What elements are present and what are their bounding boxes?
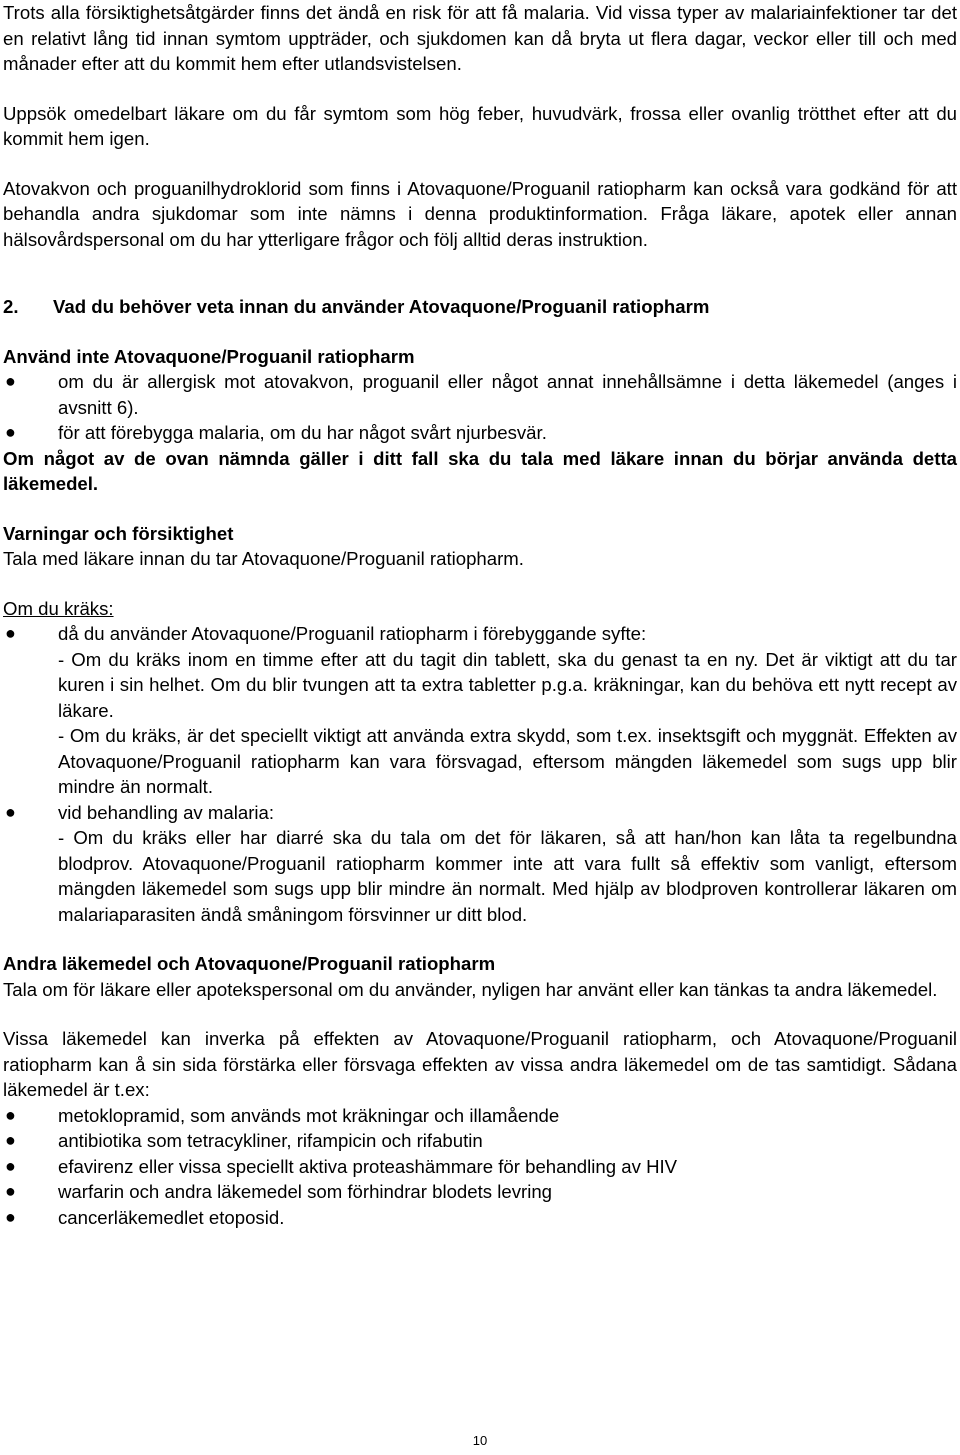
- document-page: [3, 0, 957, 1230]
- list-item: ● för att förebygga malaria, om du har något svårt njurbesvär.: [3, 420, 957, 446]
- list-item: ● vid behandling av malaria:: [3, 800, 957, 826]
- list-item: ● warfarin och andra läkemedel som förhindrar blodets levring: [3, 1179, 957, 1205]
- vomiting-detail: - Om du kräks inom en timme efter att du tagit din tablett, ska du genast ta en ny. Det är viktigt att du tar kuren i sin helhet. Om du blir tvungen att ta extra tabletter p.g.a. kräkningar, kan du behöva ett nytt recept av läkare.: [58, 648, 957, 721]
- bullet-icon: ●: [5, 371, 16, 391]
- do-not-use-warning: Om något av de ovan nämnda gäller i ditt fall ska du tala med läkare innan du börjar använda detta läkemedel.: [3, 447, 957, 494]
- section-title: Vad du behöver veta innan du använder Atovaquone/Proguanil ratiopharm: [53, 296, 710, 317]
- list-item: ● metoklopramid, som används mot kräkningar och illamående: [3, 1103, 957, 1129]
- list-item: ● antibiotika som tetracykliner, rifampicin och rifabutin: [3, 1128, 957, 1154]
- list-item: ● då du använder Atovaquone/Proguanil ratiopharm i förebyggande syfte:: [3, 621, 957, 647]
- bullet-icon: ●: [5, 801, 16, 822]
- bullet-icon: ●: [5, 1155, 16, 1176]
- section-heading: [3, 294, 957, 320]
- other-meds-paragraph-1: Tala om för läkare eller apotekspersonal om du använder, nyligen har använt eller kan tänkas ta andra läkemedel.: [3, 978, 938, 1000]
- bullet-icon: ●: [5, 422, 16, 442]
- list-item: ● cancerläkemedlet etoposid.: [3, 1205, 957, 1231]
- other-meds-list: [3, 1103, 957, 1231]
- do-not-use-list: [3, 369, 957, 446]
- warnings-text: Tala med läkare innan du tar Atovaquone/Proguanil ratiopharm.: [3, 548, 524, 569]
- intro-paragraph-2: Uppsök omedelbart läkare om du får symtom som hög feber, huvudvärk, frossa eller ovanlig trötthet efter att du kommit hem igen.: [3, 102, 957, 149]
- intro-paragraph-3: Atovakvon och proguanilhydroklorid som finns i Atovaquone/Proguanil ratiopharm kan också vara godkänd för att behandla andra sjukdomar som inte nämns i denna produktinformation. Fråga läkare, apotek eller annan hälsovårdspersonal om du har ytterligare frågor och följ alltid deras instruktion.: [3, 177, 957, 250]
- section-number: 2.: [3, 296, 19, 317]
- warnings-heading: Varningar och försiktighet: [3, 522, 234, 544]
- other-meds-paragraph-2: Vissa läkemedel kan inverka på effekten av Atovaquone/Proguanil ratiopharm, och Atovaquone/Proguanil ratiopharm kan å sin sida förstärka eller försvaga effekten av vissa andra läkemedel om de tas samtidigt. Sådana läkemedel är t.ex:: [3, 1028, 957, 1100]
- other-meds-heading: Andra läkemedel och Atovaquone/Proguanil ratiopharm: [3, 953, 496, 974]
- vomiting-list: [3, 621, 957, 647]
- page-number: 10: [472, 1433, 488, 1448]
- do-not-use-heading: Använd inte Atovaquone/Proguanil ratiopharm: [3, 345, 415, 367]
- vomiting-list-2: [3, 800, 957, 826]
- bullet-icon: ●: [5, 623, 16, 643]
- vomiting-detail: - Om du kräks, är det speciellt viktigt att använda extra skydd, som t.ex. insektsgift och myggnät. Effekten av Atovaquone/Proguanil ratiopharm kan vara försvagad, eftersom mängden läkemedel som sugs upp blir mindre än normalt.: [58, 725, 957, 797]
- bullet-icon: ●: [5, 1181, 16, 1201]
- bullet-icon: ●: [5, 1104, 16, 1125]
- bullet-icon: ●: [5, 1206, 16, 1227]
- list-item: ● om du är allergisk mot atovakvon, proguanil eller något annat innehållsämne i detta läkemedel (anges i avsnitt 6).: [5, 371, 957, 418]
- bullet-icon: ●: [5, 1130, 16, 1150]
- vomiting-heading: Om du kräks:: [3, 597, 114, 619]
- vomiting-detail: - Om du kräks eller har diarré ska du tala om det för läkaren, så att han/hon kan låta ta regelbundna blodprov. Atovaquone/Proguanil ratiopharm kommer inte att vara fullt så effektiv som vanligt, eftersom mängden läkemedel som sugs upp blir mindre än normalt. Med hjälp av blodproven kontrollerar läkaren om malariaparasiten ändå småningom försvinner ur ditt blod.: [58, 827, 957, 925]
- list-item: ● efavirenz eller vissa speciellt aktiva proteashämmare för behandling av HIV: [3, 1154, 957, 1180]
- intro-paragraph-1: Trots alla försiktighetsåtgärder finns det ändå en risk för att få malaria. Vid vissa typer av malariainfektioner tar det en relativt lång tid innan symtom uppträder, och sjukdomen kan då bryta ut flera dagar, veckor eller till och med månader efter att du kommit hem efter utlandsvistelsen.: [3, 2, 957, 74]
